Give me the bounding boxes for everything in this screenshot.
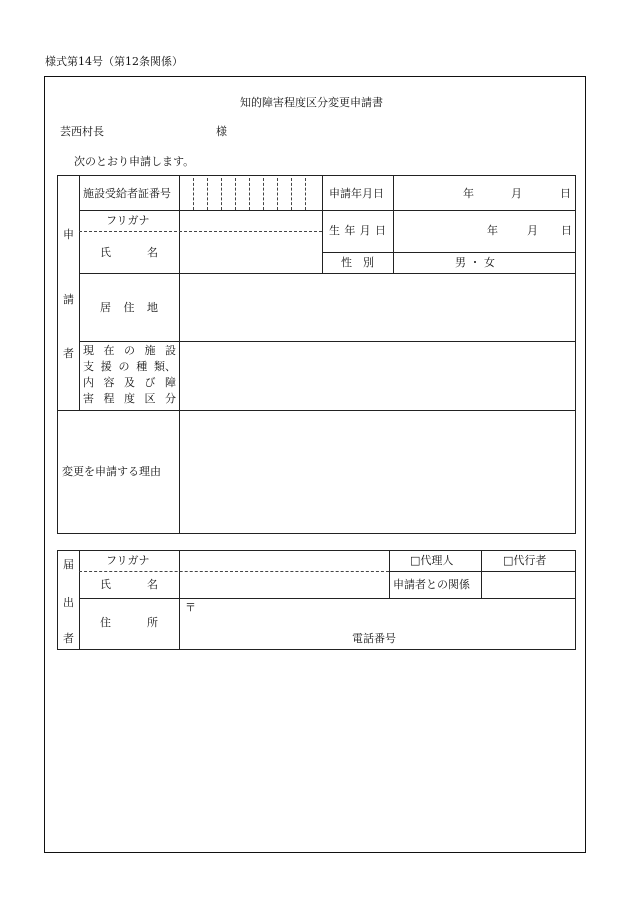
sex-field[interactable] xyxy=(394,253,575,273)
birth-month-unit: 月 xyxy=(527,224,538,237)
applicant-side-label-3: 者 xyxy=(63,347,74,360)
residence-field[interactable] xyxy=(180,274,575,341)
facility-support-field[interactable] xyxy=(180,342,575,410)
furigana-label: フリガナ xyxy=(106,214,150,227)
birth-date-field[interactable] xyxy=(394,211,575,252)
applicant-furigana-field[interactable] xyxy=(180,211,322,231)
change-reason-label: 変更を申請する理由 xyxy=(62,465,161,478)
apply-date-field[interactable] xyxy=(394,176,575,210)
submitter-furigana-field[interactable] xyxy=(180,551,389,571)
submitter-name-field[interactable] xyxy=(180,572,389,598)
apply-date-day-unit: 日 xyxy=(560,187,571,200)
birth-year-unit: 年 xyxy=(487,224,498,237)
applicant-side-label-1: 申 xyxy=(63,228,74,241)
relation-label: 申請者との関係 xyxy=(393,578,470,591)
addressee: 芸西村長 xyxy=(60,125,104,138)
relation-field[interactable] xyxy=(482,572,575,598)
applicant-name-field[interactable] xyxy=(180,232,322,273)
agent-checkbox[interactable]: □代理人 xyxy=(410,554,454,567)
birth-day-unit: 日 xyxy=(561,224,572,237)
birth-date-label: 生 年 月 日 xyxy=(329,224,386,237)
cert-number-field[interactable] xyxy=(180,176,322,210)
sex-options: 男 ・ 女 xyxy=(455,256,495,269)
phone-label: 電話番号 xyxy=(352,632,396,645)
form-title: 知的障害程度区分変更申請書 xyxy=(240,96,383,109)
honorific: 様 xyxy=(216,125,227,138)
submitter-address-label: 住 所 xyxy=(100,616,158,629)
facility-label-line-3: 内 容 及 び 障 xyxy=(83,376,176,389)
facility-label-line-2: 支 援 の 種 類、 xyxy=(83,360,176,373)
submitter-name-label: 氏 名 xyxy=(100,578,158,591)
apply-date-label: 申請年月日 xyxy=(329,187,384,200)
intro-text: 次のとおり申請します。 xyxy=(74,155,195,168)
apply-date-month-unit: 月 xyxy=(511,187,522,200)
sex-label: 性 別 xyxy=(341,256,374,269)
apply-date-year-unit: 年 xyxy=(463,187,474,200)
facility-label-line-1: 現 在 の 施 設 xyxy=(83,344,176,357)
submitter-address-field[interactable] xyxy=(200,599,575,627)
facility-label-line-4: 害 程 度 区 分 xyxy=(83,392,176,405)
applicant-side-label-2: 請 xyxy=(63,293,74,306)
submitter-furigana-label: フリガナ xyxy=(106,554,150,567)
postal-mark: 〒 xyxy=(185,601,196,614)
submitter-side-label-3: 者 xyxy=(63,632,74,645)
proxy-checkbox[interactable]: □代行者 xyxy=(503,554,547,567)
name-label: 氏 名 xyxy=(100,246,158,259)
cert-number-label: 施設受給者証番号 xyxy=(83,187,171,200)
form-number: 様式第14号（第12条関係） xyxy=(45,55,183,68)
change-reason-field[interactable] xyxy=(180,411,575,533)
submitter-side-label-2: 出 xyxy=(63,596,74,609)
residence-label: 居 住 地 xyxy=(100,301,158,314)
submitter-side-label-1: 届 xyxy=(63,558,74,571)
